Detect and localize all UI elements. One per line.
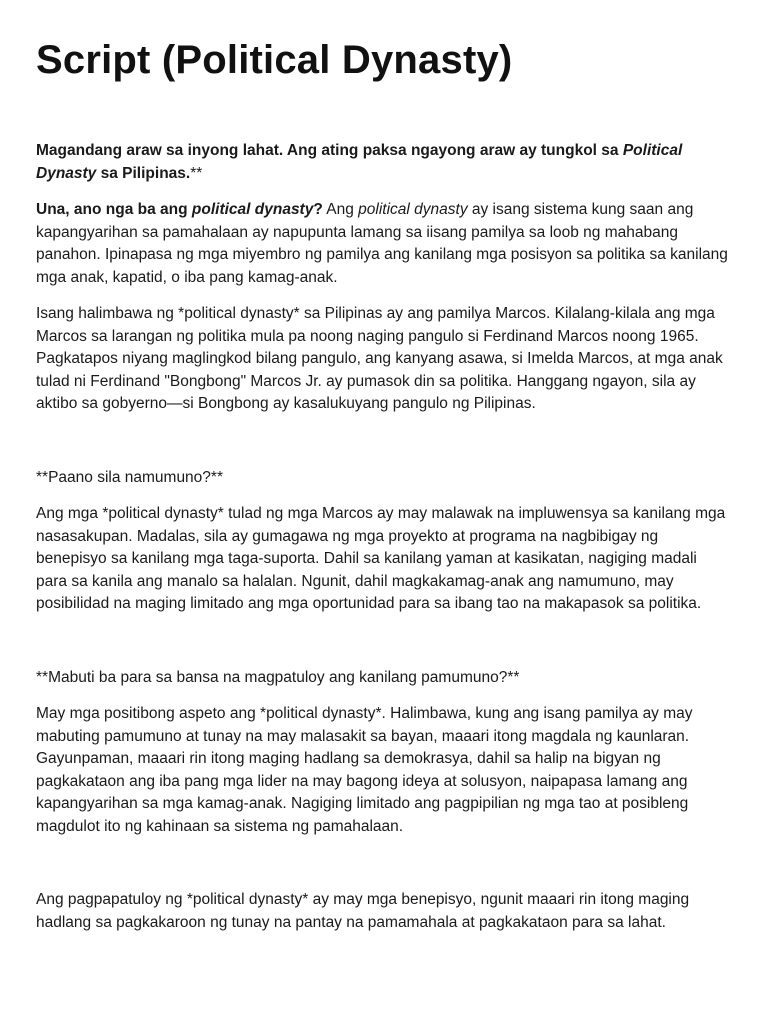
conclusion-paragraph: Ang pagpapatuloy ng *political dynasty* ay may mga benepisyo, ngunit maaari rin itong maging hadlang sa pagkakaroon ng tunay na pantay na pamamahala at pagkakataon para sa lahat. — [36, 891, 690, 931]
question-2-heading: **Mabuti ba para sa bansa na magpatuloy ang kanilang pamumuno?** — [36, 668, 520, 686]
definition-question-mark: ? — [313, 201, 323, 218]
answer-1-paragraph: Ang mga *political dynasty* tulad ng mga Marcos ay may malawak na impluwensya sa kanilang mga nasasakupan. Madalas, sila ay gumagawa ng mga proyekto at programa na nagbibigay ng benepisyo sa kanilang mga taga-suporta. Dahil sa kanilang yaman at kasikatan, nagiging madali para sa kanila ang manalo sa halalan. Ngunit, dahil magkakamag-anak ang namumuno, may posibilidad na maging limitado ang mga oportunidad para sa ibang tao na makapasok sa politika. — [36, 505, 726, 612]
intro-italic-term: Political Dynasty — [36, 142, 683, 182]
example-paragraph: Isang halimbawa ng *political dynasty* sa Pilipinas ay ang pamilya Marcos. Kilalang-kilala ang mga Marcos sa larangan ng politika mula pa noong naging pangulo si Ferdinand Marcos noong 1965. Pagkatapos niyang maglingkod bilang pangulo, ang kanyang asawa, si Imelda Marcos, at mga anak tulad ni Ferdinand "Bongbong" Marcos Jr. ay pumasok din sa politika. Hanggang ngayon, sila ay aktibo sa gobyerno—si Bongbong ay kasalukuyang pangulo ng Pilipinas. — [36, 305, 723, 412]
intro-paragraph — [36, 140, 732, 185]
intro-text-1: Magandang araw sa inyong lahat. Ang ating paksa ngayong araw ay tungkol sa — [36, 142, 623, 159]
answer-2-paragraph: May mga positibong aspeto ang *political dynasty*. Halimbawa, kung ang isang pamilya ay may mabuting pamumuno at tunay na may malasakit sa bayan, maaari itong magdala ng kaunlaran. Gayunpaman, maaari rin itong maging hadlang sa demokrasya, dahil sa halip na bigyan ng pagkakataon ang iba pang mga lider na may bagong ideya at solusyon, naipapasa lamang ang kapangyarihan sa mga kamag-anak. Nagiging limitado ang pagpipilian ng mga tao at posibleng magdulot ito ng kahinaan sa sistema ng pamahalaan. — [36, 705, 693, 835]
definition-text-2: ay isang sistema kung saan ang kapangyarihan sa pamahalaan ay napupunta lamang sa iisang pamilya sa loob ng mahabang panahon. Ipinapasa ng mga miyembro ng pamilya ang kanilang mga posisyon sa politika sa kanilang mga anak, kapatid, o iba pang kamag-anak. — [36, 201, 728, 286]
intro-bold — [36, 142, 682, 182]
intro-trailing-marks: ** — [190, 164, 203, 182]
definition-italic-term: political dynasty — [358, 201, 468, 218]
definition-question-term: political dynasty — [191, 201, 314, 218]
definition-question-lead: Una, ano nga ba ang — [36, 201, 192, 218]
question-1-heading: **Paano sila namumuno?** — [36, 468, 223, 486]
definition-paragraph — [36, 199, 732, 289]
definition-text-1: Ang — [322, 201, 359, 218]
document-title: Script (Political Dynasty) — [36, 38, 513, 82]
intro-text-2: sa Pilipinas. — [96, 164, 191, 182]
definition-question — [36, 201, 323, 218]
